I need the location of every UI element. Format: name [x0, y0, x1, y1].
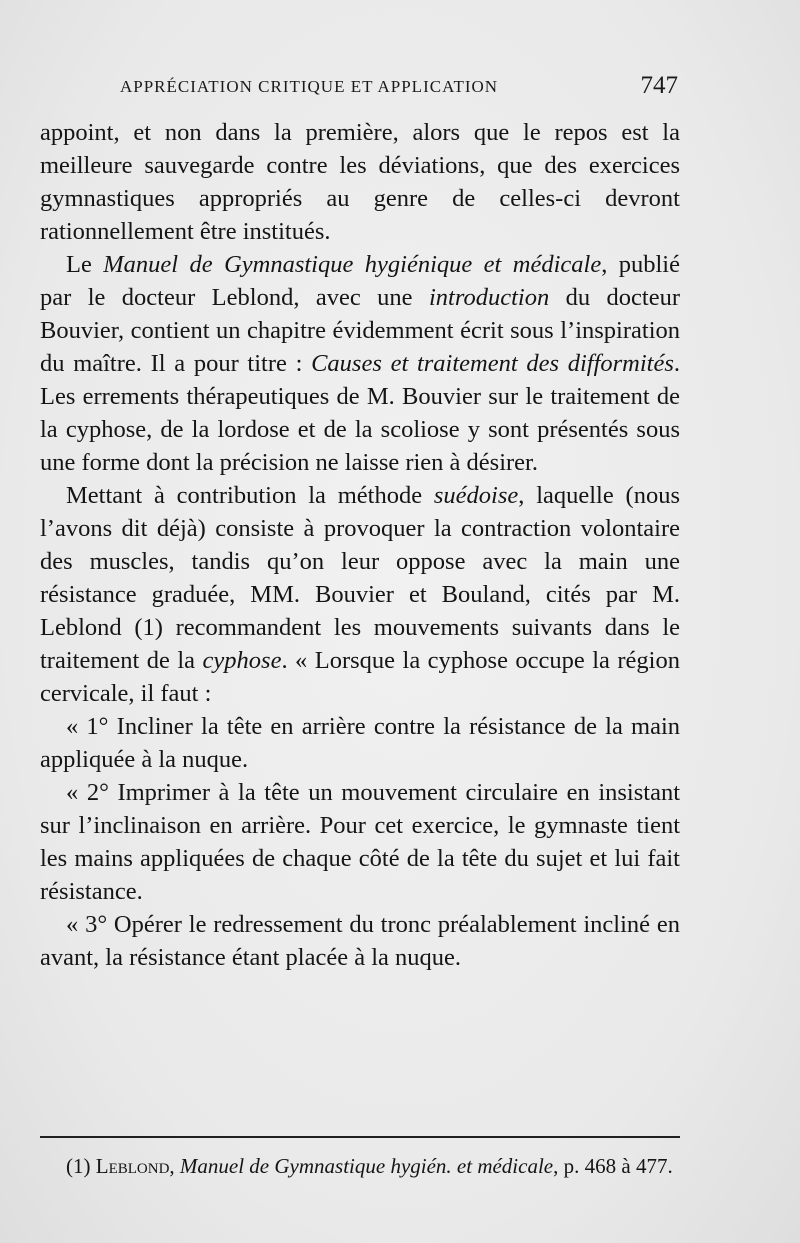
footnote-author: Leblond: [95, 1154, 170, 1178]
paragraph-methode: [40, 479, 680, 710]
footnote-pages: , p. 468 à 477.: [553, 1154, 673, 1178]
page-header: [40, 72, 680, 108]
p2-lead: Le: [66, 251, 104, 278]
cyphose-word: cyphose: [202, 647, 282, 674]
introduction-word: introduction: [428, 284, 550, 311]
exercise-item-2: « 2° Imprimer à la tête un mouvement circulaire en insistant sur l’inclinaison en arrière. Pour cet exercice, le gymnaste tient les mains appliquées de chaque côté de la tête du sujet et lui fait résistance.: [40, 779, 680, 905]
p2-mid: , publié par le docteur Leblond, avec une: [40, 251, 680, 311]
exercise-item-3: « 3° Opérer le redressement du tronc préalablement incliné en avant, la résistance étant placée à la nuque.: [40, 911, 680, 971]
book-title: Manuel de Gymnastique hygiénique et médicale: [103, 251, 602, 278]
paragraph-continuation: appoint, et non dans la première, alors que le repos est la meilleure sauvegarde contre les déviations, que des exercices gymnastiques appropriés au genre de celles-ci devront rationnellement être institués.: [40, 119, 680, 245]
exercise-item-1: « 1° Incliner la tête en arrière contre la résistance de la main appliquée à la nuque.: [40, 713, 680, 773]
footnote-title: Manuel de Gymnastique hygién. et médicale: [179, 1154, 554, 1178]
p3-tail: . « Lorsque la cyphose occupe la région cervicale, il faut :: [40, 647, 680, 707]
p2-mid2: du docteur Bouvier, contient un chapitre évidemment écrit sous l’inspiration du maître. Il a pour titre :: [40, 284, 681, 377]
chapter-title: Causes et traitement des difformités: [311, 350, 674, 377]
footnote-divider: [40, 1136, 680, 1138]
footnote-text: [40, 1150, 680, 1182]
footnote-sep: ,: [169, 1154, 180, 1178]
footnote-marker: (1): [66, 1154, 96, 1178]
page-number: 747: [640, 72, 678, 99]
p2-tail: . Les errements thérapeutiques de M. Bouvier sur le traitement de la cyphose, de la lordose et de la scoliose y sont présentés sous une forme dont la précision ne laisse rien à désirer.: [40, 350, 681, 476]
footnote: [40, 1150, 680, 1182]
body-text: [40, 116, 680, 974]
paragraph-manuel: [40, 248, 680, 479]
running-title: APPRÉCIATION CRITIQUE ET APPLICATION: [120, 77, 499, 96]
method-word: suédoise: [433, 482, 519, 509]
p3-lead: Mettant à contribution la méthode: [66, 482, 434, 509]
p3-mid: , laquelle (nous l’avons dit déjà) consiste à provoquer la contraction volontaire des muscles, tandis qu’on leur oppose avec la main une résistance graduée, MM. Bouvier et Bouland, cités par M. Leblond (1) recommandent les mouvements suivants dans le traitement de la: [40, 482, 680, 674]
